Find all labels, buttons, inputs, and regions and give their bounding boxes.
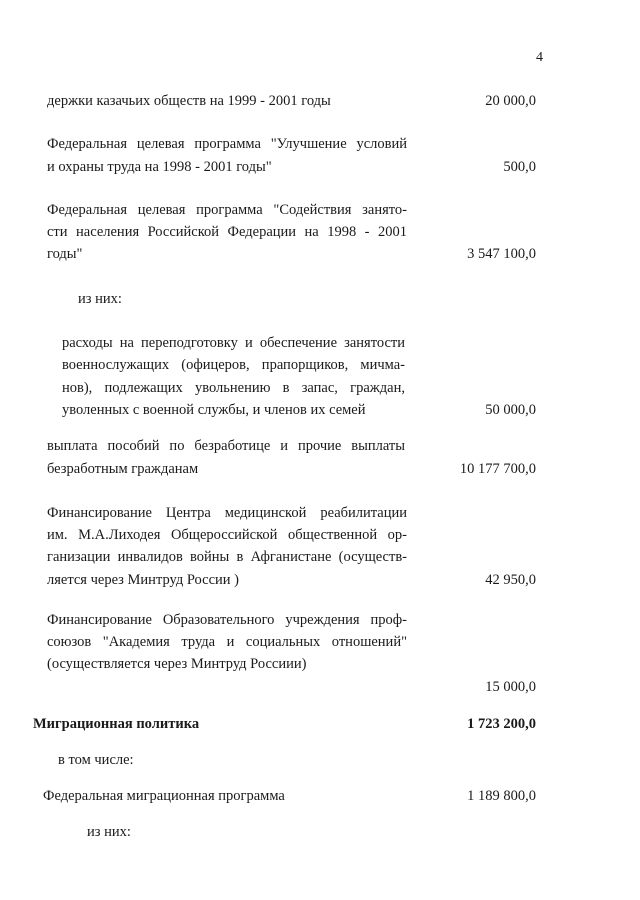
item-text-line: Федеральная целевая программа "Улучшение условий [47,136,407,152]
item-text-line: сти населения Российской Федерации на 1998 - 2001 [47,224,407,240]
item-amount: 500,0 [503,159,536,175]
item-amount: 1 189 800,0 [467,788,536,804]
item-text-line: союзов "Академия труда и социальных отношений" [47,634,407,650]
item-text-line: держки казачьих обществ на 1999 - 2001 годы [47,93,331,109]
item-text-line: уволенных с военной службы, и членов их семей [62,402,366,418]
item-text-line: (осуществляется через Минтруд Россиии) [47,656,307,672]
item-text-line: нов), подлежащих увольнению в запас, граждан, [62,380,405,396]
item-text-line: Федеральная целевая программа "Содействия занято- [47,202,407,218]
item-text-line: безработным гражданам [47,461,199,477]
item-text-line: и охраны труда на 1998 - 2001 годы" [47,159,272,175]
item-text-line: Финансирование Образовательного учреждения проф- [47,612,407,628]
subsection-label-including: в том числе: [58,752,134,768]
subsection-label-of-which: из них: [87,824,131,840]
item-text-line: годы" [47,246,83,262]
item-amount: 15 000,0 [485,679,536,695]
item-text-line: ганизации инвалидов войны в Афганистане (осуществ- [47,549,407,565]
page-number: 4 [536,50,543,65]
item-amount: 42 950,0 [485,572,536,588]
item-amount: 50 000,0 [485,402,536,418]
item-text-line: Федеральная миграционная программа [43,788,285,804]
item-text-line: Финансирование Центра медицинской реабилитации [47,505,407,521]
section-total-amount: 1 723 200,0 [467,716,536,732]
item-text-line: им. М.А.Лиходея Общероссийской общественной ор- [47,527,407,543]
item-amount: 20 000,0 [485,93,536,109]
item-amount: 3 547 100,0 [467,246,536,262]
subsection-label-of-which: из них: [78,291,122,307]
item-text-line: ляется через Минтруд России ) [47,572,240,588]
item-amount: 10 177 700,0 [459,461,536,477]
item-text-line: расходы на переподготовку и обеспечение занятости [62,335,405,351]
item-text-line: выплата пособий по безработице и прочие выплаты [47,438,405,454]
item-text-line: военнослужащих (офицеров, прапорщиков, мичма- [62,357,405,373]
section-heading: Миграционная политика [33,716,200,732]
